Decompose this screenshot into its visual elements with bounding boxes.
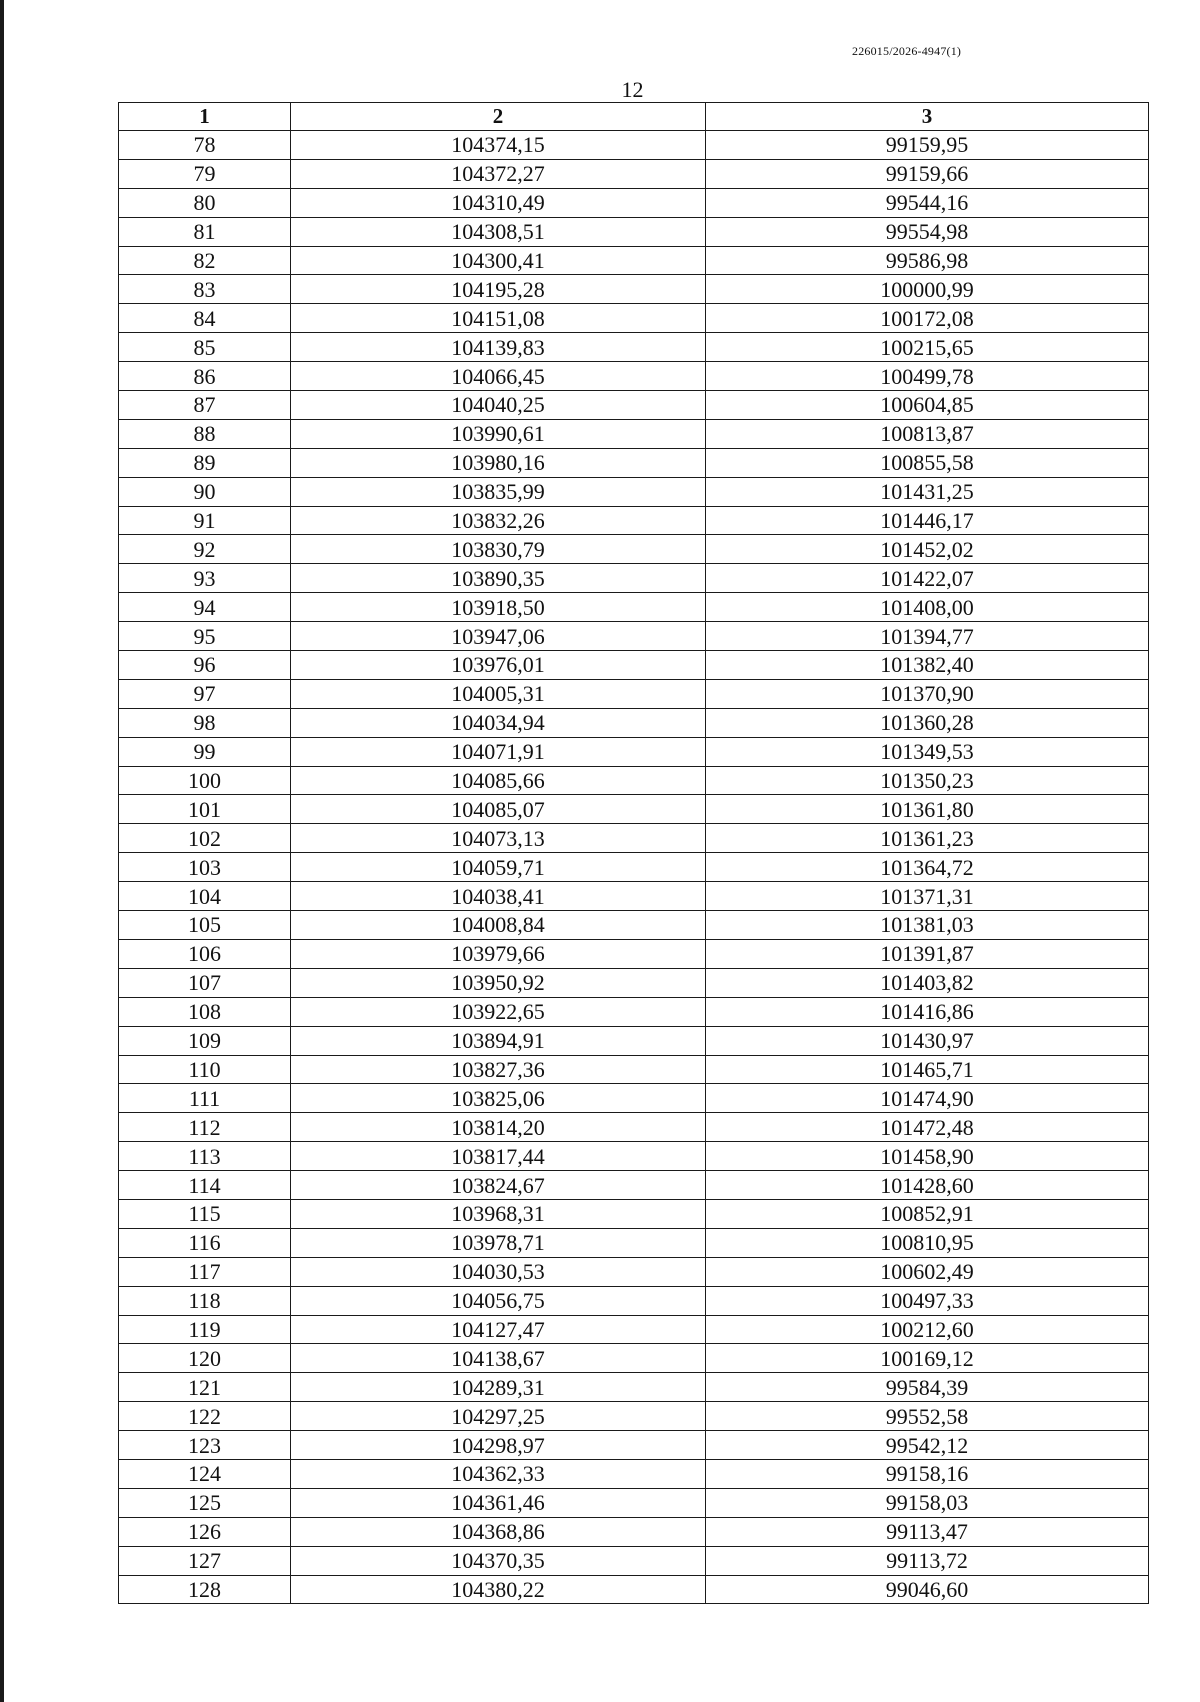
y-coordinate-cell: 101446,17 (706, 506, 1149, 535)
point-number-cell: 115 (119, 1199, 291, 1228)
point-number-cell: 80 (119, 188, 291, 217)
y-coordinate-cell: 99159,95 (706, 131, 1149, 160)
y-coordinate-cell: 101403,82 (706, 968, 1149, 997)
x-coordinate-cell: 103830,79 (291, 535, 706, 564)
point-number-cell: 111 (119, 1084, 291, 1113)
y-coordinate-cell: 101458,90 (706, 1142, 1149, 1171)
table-row (119, 1459, 1149, 1488)
point-number-cell: 98 (119, 708, 291, 737)
x-coordinate-cell: 104085,66 (291, 766, 706, 795)
x-coordinate-cell: 104139,83 (291, 333, 706, 362)
y-coordinate-cell: 101474,90 (706, 1084, 1149, 1113)
x-coordinate-cell: 103890,35 (291, 564, 706, 593)
y-coordinate-cell: 100499,78 (706, 362, 1149, 391)
point-number-cell: 102 (119, 824, 291, 853)
y-coordinate-cell: 100215,65 (706, 333, 1149, 362)
x-coordinate-cell: 103827,36 (291, 1055, 706, 1084)
column-header-3: 3 (706, 103, 1149, 131)
y-coordinate-cell: 100497,33 (706, 1286, 1149, 1315)
point-number-cell: 114 (119, 1171, 291, 1200)
y-coordinate-cell: 99158,03 (706, 1488, 1149, 1517)
y-coordinate-cell: 101452,02 (706, 535, 1149, 564)
point-number-cell: 119 (119, 1315, 291, 1344)
x-coordinate-cell: 104151,08 (291, 304, 706, 333)
y-coordinate-cell: 100212,60 (706, 1315, 1149, 1344)
y-coordinate-cell: 101472,48 (706, 1113, 1149, 1142)
y-coordinate-cell: 100000,99 (706, 275, 1149, 304)
y-coordinate-cell: 101408,00 (706, 593, 1149, 622)
scan-edge-line (0, 0, 4, 1702)
table-row (119, 1199, 1149, 1228)
x-coordinate-cell: 103835,99 (291, 477, 706, 506)
x-coordinate-cell: 103978,71 (291, 1228, 706, 1257)
table-row (119, 448, 1149, 477)
x-coordinate-cell: 104138,67 (291, 1344, 706, 1373)
table-row (119, 1402, 1149, 1431)
x-coordinate-cell: 104361,46 (291, 1488, 706, 1517)
table-row (119, 593, 1149, 622)
y-coordinate-cell: 100602,49 (706, 1257, 1149, 1286)
point-number-cell: 85 (119, 333, 291, 362)
x-coordinate-cell: 104289,31 (291, 1373, 706, 1402)
x-coordinate-cell: 103894,91 (291, 1026, 706, 1055)
y-coordinate-cell: 99554,98 (706, 217, 1149, 246)
table-row (119, 217, 1149, 246)
x-coordinate-cell: 104300,41 (291, 246, 706, 275)
table-row (119, 131, 1149, 160)
table-row (119, 535, 1149, 564)
point-number-cell: 113 (119, 1142, 291, 1171)
point-number-cell: 92 (119, 535, 291, 564)
x-coordinate-cell: 103824,67 (291, 1171, 706, 1200)
x-coordinate-cell: 103950,92 (291, 968, 706, 997)
point-number-cell: 88 (119, 419, 291, 448)
page-number: 12 (621, 77, 644, 102)
point-number-cell: 127 (119, 1546, 291, 1575)
table-row (119, 1113, 1149, 1142)
y-coordinate-cell: 99544,16 (706, 188, 1149, 217)
point-number-cell: 100 (119, 766, 291, 795)
y-coordinate-cell: 101422,07 (706, 564, 1149, 593)
coordinates-table (118, 102, 1149, 1604)
y-coordinate-cell: 101431,25 (706, 477, 1149, 506)
y-coordinate-cell: 99586,98 (706, 246, 1149, 275)
point-number-cell: 126 (119, 1517, 291, 1546)
x-coordinate-cell: 104310,49 (291, 188, 706, 217)
x-coordinate-cell: 103922,65 (291, 997, 706, 1026)
y-coordinate-cell: 100169,12 (706, 1344, 1149, 1373)
point-number-cell: 107 (119, 968, 291, 997)
y-coordinate-cell: 101428,60 (706, 1171, 1149, 1200)
point-number-cell: 109 (119, 1026, 291, 1055)
table-row (119, 651, 1149, 680)
y-coordinate-cell: 100810,95 (706, 1228, 1149, 1257)
point-number-cell: 128 (119, 1575, 291, 1604)
y-coordinate-cell: 101361,80 (706, 795, 1149, 824)
x-coordinate-cell: 103832,26 (291, 506, 706, 535)
x-coordinate-cell: 104370,35 (291, 1546, 706, 1575)
point-number-cell: 103 (119, 853, 291, 882)
table-row (119, 1373, 1149, 1402)
y-coordinate-cell: 100855,58 (706, 448, 1149, 477)
point-number-cell: 104 (119, 882, 291, 911)
x-coordinate-cell: 104085,07 (291, 795, 706, 824)
point-number-cell: 97 (119, 679, 291, 708)
point-number-cell: 84 (119, 304, 291, 333)
table-row (119, 1575, 1149, 1604)
column-header-1: 1 (119, 103, 291, 131)
point-number-cell: 120 (119, 1344, 291, 1373)
table-row (119, 362, 1149, 391)
point-number-cell: 108 (119, 997, 291, 1026)
document-reference: 226015/2026-4947(1) (852, 44, 962, 58)
point-number-cell: 86 (119, 362, 291, 391)
x-coordinate-cell: 104374,15 (291, 131, 706, 160)
point-number-cell: 96 (119, 651, 291, 680)
x-coordinate-cell: 104195,28 (291, 275, 706, 304)
point-number-cell: 78 (119, 131, 291, 160)
y-coordinate-cell: 101381,03 (706, 911, 1149, 940)
x-coordinate-cell: 104056,75 (291, 1286, 706, 1315)
table-row (119, 824, 1149, 853)
x-coordinate-cell: 104005,31 (291, 679, 706, 708)
table-row (119, 622, 1149, 651)
point-number-cell: 122 (119, 1402, 291, 1431)
table-row (119, 997, 1149, 1026)
point-number-cell: 112 (119, 1113, 291, 1142)
y-coordinate-cell: 101382,40 (706, 651, 1149, 680)
table-row (119, 1055, 1149, 1084)
point-number-cell: 117 (119, 1257, 291, 1286)
table-row (119, 1344, 1149, 1373)
table-body (119, 131, 1149, 1604)
y-coordinate-cell: 99113,72 (706, 1546, 1149, 1575)
point-number-cell: 110 (119, 1055, 291, 1084)
y-coordinate-cell: 101350,23 (706, 766, 1149, 795)
y-coordinate-cell: 99158,16 (706, 1459, 1149, 1488)
x-coordinate-cell: 104127,47 (291, 1315, 706, 1344)
point-number-cell: 123 (119, 1431, 291, 1460)
y-coordinate-cell: 101349,53 (706, 737, 1149, 766)
y-coordinate-cell: 100172,08 (706, 304, 1149, 333)
y-coordinate-cell: 101394,77 (706, 622, 1149, 651)
x-coordinate-cell: 104362,33 (291, 1459, 706, 1488)
table-row (119, 419, 1149, 448)
table-row (119, 1431, 1149, 1460)
x-coordinate-cell: 103979,66 (291, 939, 706, 968)
table-row (119, 1026, 1149, 1055)
table-row (119, 939, 1149, 968)
table-row (119, 246, 1149, 275)
y-coordinate-cell: 101465,71 (706, 1055, 1149, 1084)
x-coordinate-cell: 103814,20 (291, 1113, 706, 1142)
x-coordinate-cell: 104038,41 (291, 882, 706, 911)
x-coordinate-cell: 104071,91 (291, 737, 706, 766)
x-coordinate-cell: 104040,25 (291, 391, 706, 420)
x-coordinate-cell: 104030,53 (291, 1257, 706, 1286)
table-row (119, 968, 1149, 997)
x-coordinate-cell: 104297,25 (291, 1402, 706, 1431)
table-row (119, 1286, 1149, 1315)
point-number-cell: 105 (119, 911, 291, 940)
table-row (119, 333, 1149, 362)
y-coordinate-cell: 101430,97 (706, 1026, 1149, 1055)
x-coordinate-cell: 104298,97 (291, 1431, 706, 1460)
point-number-cell: 116 (119, 1228, 291, 1257)
table-row (119, 564, 1149, 593)
y-coordinate-cell: 99542,12 (706, 1431, 1149, 1460)
table-header-row (119, 103, 1149, 131)
table-row (119, 795, 1149, 824)
table-row (119, 708, 1149, 737)
point-number-cell: 106 (119, 939, 291, 968)
y-coordinate-cell: 100604,85 (706, 391, 1149, 420)
table-row (119, 679, 1149, 708)
y-coordinate-cell: 100852,91 (706, 1199, 1149, 1228)
table-row (119, 1488, 1149, 1517)
table-row (119, 853, 1149, 882)
y-coordinate-cell: 101360,28 (706, 708, 1149, 737)
table-row (119, 737, 1149, 766)
table-row (119, 1142, 1149, 1171)
y-coordinate-cell: 99552,58 (706, 1402, 1149, 1431)
x-coordinate-cell: 103990,61 (291, 419, 706, 448)
y-coordinate-cell: 99584,39 (706, 1373, 1149, 1402)
x-coordinate-cell: 104308,51 (291, 217, 706, 246)
table-row (119, 1257, 1149, 1286)
point-number-cell: 95 (119, 622, 291, 651)
table-row (119, 477, 1149, 506)
point-number-cell: 79 (119, 159, 291, 188)
x-coordinate-cell: 103817,44 (291, 1142, 706, 1171)
point-number-cell: 81 (119, 217, 291, 246)
x-coordinate-cell: 103918,50 (291, 593, 706, 622)
x-coordinate-cell: 104059,71 (291, 853, 706, 882)
y-coordinate-cell: 99113,47 (706, 1517, 1149, 1546)
point-number-cell: 91 (119, 506, 291, 535)
point-number-cell: 93 (119, 564, 291, 593)
x-coordinate-cell: 103968,31 (291, 1199, 706, 1228)
point-number-cell: 82 (119, 246, 291, 275)
x-coordinate-cell: 104008,84 (291, 911, 706, 940)
point-number-cell: 94 (119, 593, 291, 622)
table-row (119, 304, 1149, 333)
y-coordinate-cell: 99159,66 (706, 159, 1149, 188)
point-number-cell: 99 (119, 737, 291, 766)
x-coordinate-cell: 103825,06 (291, 1084, 706, 1113)
table-row (119, 506, 1149, 535)
x-coordinate-cell: 104034,94 (291, 708, 706, 737)
x-coordinate-cell: 104368,86 (291, 1517, 706, 1546)
x-coordinate-cell: 104073,13 (291, 824, 706, 853)
y-coordinate-cell: 101361,23 (706, 824, 1149, 853)
y-coordinate-cell: 101370,90 (706, 679, 1149, 708)
table-row (119, 159, 1149, 188)
point-number-cell: 118 (119, 1286, 291, 1315)
point-number-cell: 125 (119, 1488, 291, 1517)
table-row (119, 275, 1149, 304)
table-row (119, 882, 1149, 911)
table-row (119, 1084, 1149, 1113)
x-coordinate-cell: 103976,01 (291, 651, 706, 680)
x-coordinate-cell: 104380,22 (291, 1575, 706, 1604)
table-row (119, 1315, 1149, 1344)
x-coordinate-cell: 104066,45 (291, 362, 706, 391)
y-coordinate-cell: 101364,72 (706, 853, 1149, 882)
point-number-cell: 87 (119, 391, 291, 420)
y-coordinate-cell: 101416,86 (706, 997, 1149, 1026)
table-row (119, 911, 1149, 940)
y-coordinate-cell: 100813,87 (706, 419, 1149, 448)
point-number-cell: 124 (119, 1459, 291, 1488)
x-coordinate-cell: 104372,27 (291, 159, 706, 188)
point-number-cell: 90 (119, 477, 291, 506)
point-number-cell: 89 (119, 448, 291, 477)
table-row (119, 766, 1149, 795)
table-row (119, 1546, 1149, 1575)
y-coordinate-cell: 101391,87 (706, 939, 1149, 968)
y-coordinate-cell: 99046,60 (706, 1575, 1149, 1604)
x-coordinate-cell: 103980,16 (291, 448, 706, 477)
point-number-cell: 101 (119, 795, 291, 824)
table-row (119, 188, 1149, 217)
table-row (119, 391, 1149, 420)
point-number-cell: 83 (119, 275, 291, 304)
table-row (119, 1171, 1149, 1200)
table-row (119, 1517, 1149, 1546)
x-coordinate-cell: 103947,06 (291, 622, 706, 651)
point-number-cell: 121 (119, 1373, 291, 1402)
table-row (119, 1228, 1149, 1257)
y-coordinate-cell: 101371,31 (706, 882, 1149, 911)
column-header-2: 2 (291, 103, 706, 131)
